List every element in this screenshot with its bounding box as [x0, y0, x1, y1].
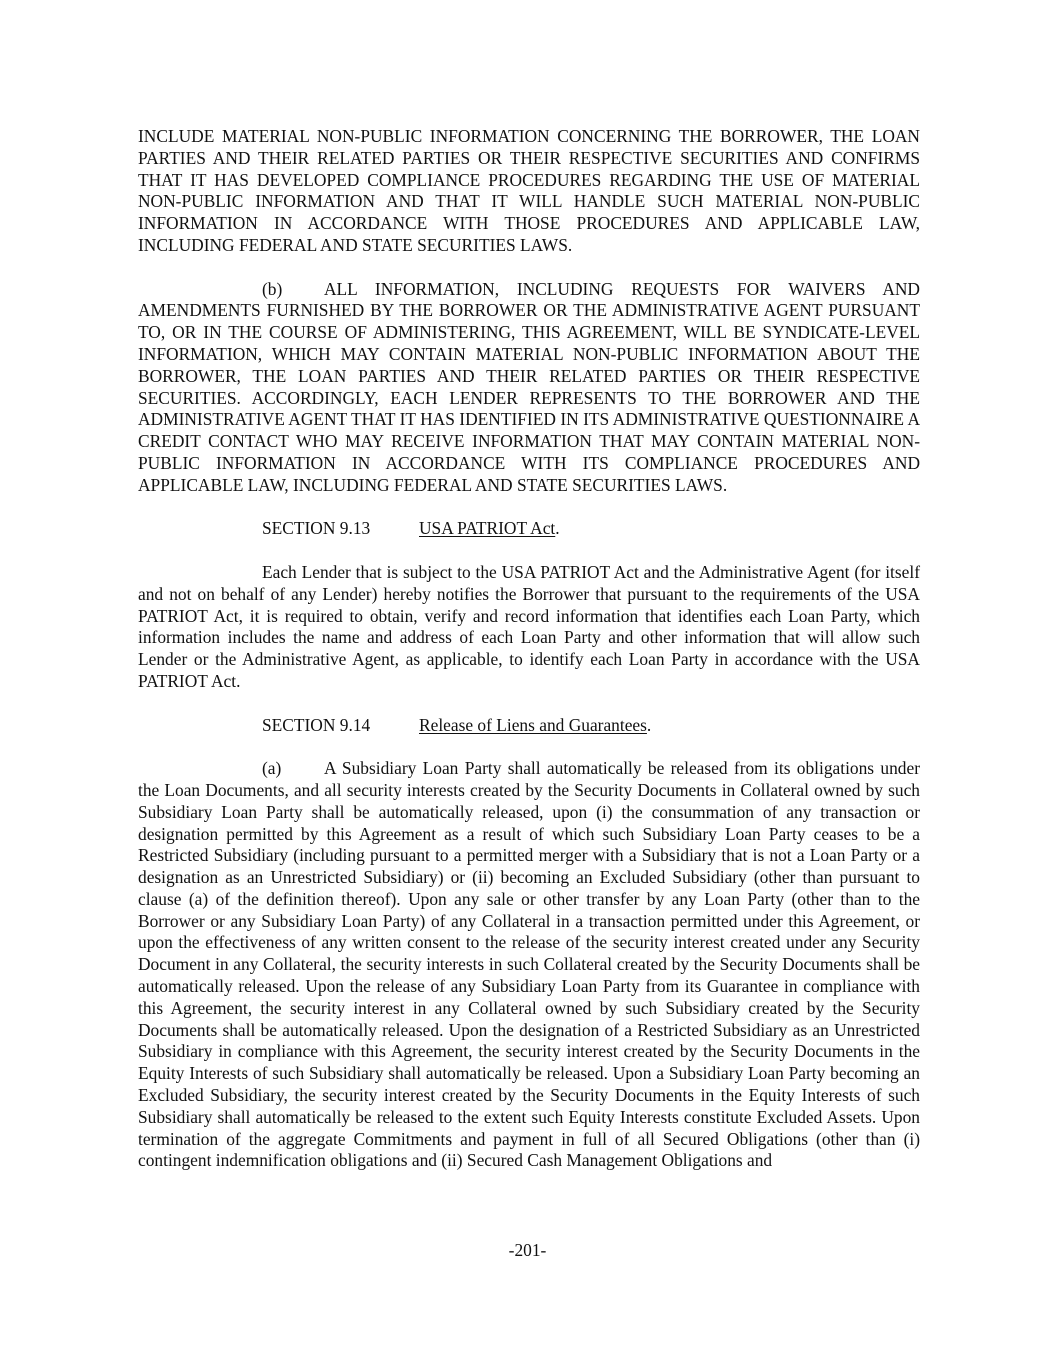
- section-number: SECTION 9.13: [262, 518, 371, 539]
- clause-label-a: (a): [262, 758, 282, 779]
- paragraph-patriot-act: Each Lender that is subject to the USA PATRIOT Act and the Administrative Agent (for itself and not on behalf of any Lender) hereby notifies the Borrower that pursuant to the requirements of the USA PATRIOT Act, it is required to obtain, verify and record information that identifies each Loan Party, which information includes the name and address of each Loan Party and other information that will allow such Lender or the Administrative Agent, as applicable, to identify each Loan Party in accordance with the USA PATRIOT Act.: [138, 561, 920, 691]
- section-heading-9-13: SECTION 9.13 USA PATRIOT Act.: [262, 518, 560, 539]
- paragraph-confidentiality-continued: INCLUDE MATERIAL NON-PUBLIC INFORMATION CONCERNING THE BORROWER, THE LOAN PARTIES AND THEIR RELATED PARTIES OR THEIR RESPECTIVE SECURITIES AND CONFIRMS THAT IT HAS DEVELOPED COMPLIANCE PROCEDURES REGARDING THE USE OF MATERIAL NON-PUBLIC INFORMATION AND THAT IT WILL HANDLE SUCH MATERIAL NON-PUBLIC INFORMATION IN ACCORDANCE WITH THOSE PROCEDURES AND APPLICABLE LAW, INCLUDING FEDERAL AND STATE SECURITIES LAWS.: [138, 126, 920, 255]
- section-title: USA PATRIOT Act: [419, 518, 556, 539]
- document-page: [138, 126, 920, 1194]
- paragraph-a-release: [138, 758, 920, 1172]
- clause-text-a: A Subsidiary Loan Party shall automatically be released from its obligations under the Loan Documents, and all security interests created by the Security Documents in Collateral owned by such Subsidiary Loan Party shall be automatically released, upon (i) the consummation of any transaction or designation permitted by this Agreement as a result of which such Subsidiary Loan Party ceases to be a Restricted Subsidiary (including pursuant to a permitted merger with a Subsidiary that is not a Loan Party or a designation as an Unrestricted Subsidiary) or (ii) becoming an Excluded Subsidiary (other than pursuant to clause (a) of the definition thereof). Upon any sale or other transfer by any Loan Party (other than to the Borrower or any Subsidiary Loan Party) of any Collateral in a transaction permitted under this Agreement, or upon the effectiveness of any written consent to the release of the security interest created under any Security Document in any Collateral, the security interests in such Collateral created by the Security Documents shall be automatically released. Upon the release of any Subsidiary Loan Party from its Guarantee in compliance with this Agreement, the security interest in any Collateral owned by such Subsidiary created by the Security Documents shall be automatically released. Upon the designation of a Restricted Subsidiary as an Unrestricted Subsidiary in compliance with this Agreement, the security interest created by the Security Documents in the Equity Interests of such Subsidiary shall automatically be released. Upon a Subsidiary Loan Party becoming an Excluded Subsidiary, the security interest created by the Security Documents in the Equity Interests of such Subsidiary shall automatically be released to the extent such Equity Interests constitute Excluded Assets. Upon termination of the aggregate Commitments and payment in full of all Secured Obligations (other than (i) contingent indemnification obligations and (ii) Secured Cash Management Obligations and: [138, 758, 920, 1171]
- section-number: SECTION 9.14: [262, 714, 371, 735]
- clause-text-b: ALL INFORMATION, INCLUDING REQUESTS FOR WAIVERS AND AMENDMENTS FURNISHED BY THE BORROWER OR THE ADMINISTRATIVE AGENT PURSUANT TO, OR IN THE COURSE OF ADMINISTERING, THIS AGREEMENT, WILL BE SYNDICATE-LEVEL INFORMATION, WHICH MAY CONTAIN MATERIAL NON-PUBLIC INFORMATION ABOUT THE BORROWER, THE LOAN PARTIES AND THEIR RELATED PARTIES OR THEIR RESPECTIVE SECURITIES. ACCORDINGLY, EACH LENDER REPRESENTS TO THE BORROWER AND THE ADMINISTRATIVE AGENT THAT IT HAS IDENTIFIED IN ITS ADMINISTRATIVE QUESTIONNAIRE A CREDIT CONTACT WHO MAY RECEIVE INFORMATION THAT MAY CONTAIN MATERIAL NON-PUBLIC INFORMATION IN ACCORDANCE WITH ITS COMPLIANCE PROCEDURES AND APPLICABLE LAW, INCLUDING FEDERAL AND STATE SECURITIES LAWS.: [138, 278, 920, 495]
- section-heading-9-14: SECTION 9.14 Release of Liens and Guarantees.: [262, 714, 652, 735]
- paragraph-b-syndicate-information: [138, 279, 920, 497]
- clause-label-b: (b): [262, 278, 283, 299]
- page-number: -201-: [508, 1240, 547, 1260]
- section-title: Release of Liens and Guarantees: [419, 714, 647, 735]
